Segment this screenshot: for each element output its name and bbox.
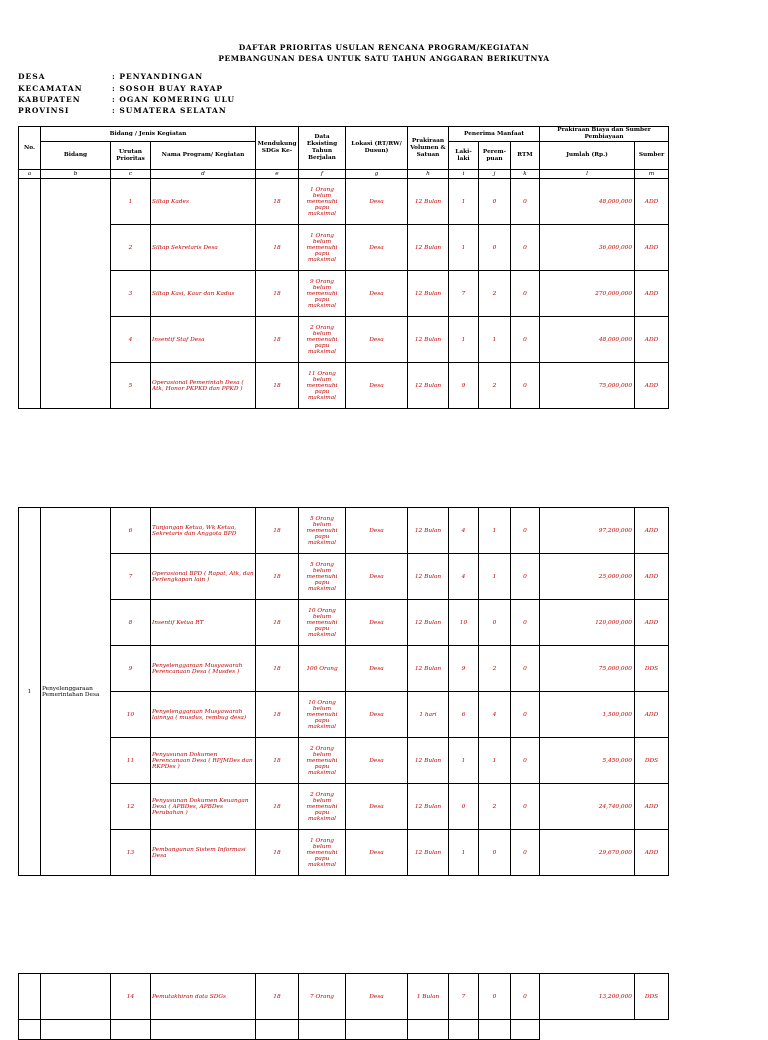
cell-sumber: ADD (635, 692, 669, 738)
cell-rtm: 0 (511, 600, 540, 646)
cell-jumlah: 48,000,000 (540, 317, 635, 363)
cell-nama: Operasional BPD ( Rapat, Atk, dan Perlengkapan lain ) (151, 554, 256, 600)
col-letter: f (299, 170, 346, 179)
cell-jumlah: 36,000,000 (540, 225, 635, 271)
col-letter: l (540, 170, 635, 179)
table-row (19, 554, 669, 600)
table-row (19, 1020, 669, 1040)
table-row (19, 830, 669, 876)
cell-nama: Penyelenggaraan Musyawarah Perencanaan Desa ( Musdes ) (151, 646, 256, 692)
cell-perem: 2 (479, 271, 511, 317)
cell-perem: 0 (479, 225, 511, 271)
cell-lokasi: Desa (346, 646, 408, 692)
cell-lokasi: Desa (346, 225, 408, 271)
cell-data: 9 Orang belum memenuhi papu maksimal (299, 271, 346, 317)
empty-cell (151, 1020, 256, 1040)
cell-perem: 1 (479, 738, 511, 784)
cell-data: 7 Orang (299, 974, 346, 1020)
cell-nama: Insentif Ketua RT (151, 600, 256, 646)
cell-rtm: 0 (511, 692, 540, 738)
col-letter: c (111, 170, 151, 179)
cell-volume: 12 Bulan (408, 830, 449, 876)
cell-laki: 1 (449, 317, 479, 363)
cell-sumber: ADD (635, 554, 669, 600)
cell-laki: 1 (449, 179, 479, 225)
cell-sdgs: 18 (256, 830, 299, 876)
info-label: PROVINSI (18, 106, 70, 115)
cell-nama: Pemutakhiran data SDGs (151, 974, 256, 1020)
cell-data: 100 Orang (299, 646, 346, 692)
cell-laki: 1 (449, 830, 479, 876)
empty-cell (449, 1020, 479, 1040)
cell-rtm: 0 (511, 225, 540, 271)
cell-sumber: ADD (635, 830, 669, 876)
cell-perem: 1 (479, 317, 511, 363)
cell-volume: 12 Bulan (408, 271, 449, 317)
cell-rtm: 0 (511, 738, 540, 784)
cell-nama: Siltap Kades (151, 179, 256, 225)
cell-jumlah: 13,200,000 (540, 974, 635, 1020)
cell-volume: 12 Bulan (408, 554, 449, 600)
cell-data: 1 Orang belum memenuhi papu maksimal (299, 179, 346, 225)
document-title-line2: PEMBANGUNAN DESA UNTUK SATU TAHUN ANGGARAN BERIKUTNYA (218, 54, 550, 63)
cell-volume: 12 Bulan (408, 317, 449, 363)
cell-laki: 4 (449, 508, 479, 554)
cell-sdgs: 18 (256, 738, 299, 784)
empty-cell (511, 1020, 540, 1040)
empty-cell (346, 1020, 408, 1040)
header-sumber: Sumber (635, 142, 669, 170)
column-letters-row (19, 170, 669, 179)
cell-lokasi: Desa (346, 784, 408, 830)
col-letter: e (256, 170, 299, 179)
group-number (19, 974, 41, 1020)
cell-lokasi: Desa (346, 508, 408, 554)
cell-sdgs: 18 (256, 363, 299, 409)
info-label: KABUPATEN (18, 95, 81, 104)
cell-perem: 2 (479, 363, 511, 409)
col-letter: d (151, 170, 256, 179)
cell-laki: 7 (449, 974, 479, 1020)
cell-lokasi: Desa (346, 363, 408, 409)
col-letter: m (635, 170, 669, 179)
cell-volume: 12 Bulan (408, 179, 449, 225)
table-row (19, 692, 669, 738)
cell-sumber: ADD (635, 317, 669, 363)
cell-nama: Operasional Pemerintah Desa ( Atk, Honor PKPKD dan PPKD ) (151, 363, 256, 409)
col-letter: g (346, 170, 408, 179)
cell-rtm: 0 (511, 784, 540, 830)
cell-sumber: DDS (635, 738, 669, 784)
priority-table-section-3 (18, 973, 669, 1040)
group-bidang (41, 179, 111, 409)
cell-data: 10 Orang belum memenuhi papu maksimal (299, 692, 346, 738)
cell-jumlah: 48,000,000 (540, 179, 635, 225)
cell-urutan: 3 (111, 271, 151, 317)
header-nama: Nama Program/ Kegiatan (151, 142, 256, 170)
cell-jumlah: 1,500,000 (540, 692, 635, 738)
header-jumlah: Jumlah (Rp.) (540, 142, 635, 170)
cell-urutan: 14 (111, 974, 151, 1020)
cell-perem: 0 (479, 830, 511, 876)
empty-cell (479, 1020, 511, 1040)
cell-jumlah: 29,670,000 (540, 830, 635, 876)
cell-lokasi: Desa (346, 179, 408, 225)
cell-laki: 1 (449, 225, 479, 271)
cell-data: 1 Orang belum memenuhi papu maksimal (299, 225, 346, 271)
cell-data: 5 Orang belum memenuhi papu maksimal (299, 554, 346, 600)
cell-volume: 1 Bulan (408, 974, 449, 1020)
header-sdgs: Mendukung SDGs Ke- (256, 127, 299, 170)
cell-lokasi: Desa (346, 738, 408, 784)
col-letter: k (511, 170, 540, 179)
cell-volume: 12 Bulan (408, 508, 449, 554)
cell-laki: 4 (449, 554, 479, 600)
cell-volume: 1 hari (408, 692, 449, 738)
cell-perem: 1 (479, 554, 511, 600)
cell-laki: 9 (449, 646, 479, 692)
cell-urutan: 10 (111, 692, 151, 738)
cell-rtm: 0 (511, 317, 540, 363)
cell-nama: Siltap Kasi, Kaur dan Kadus (151, 271, 256, 317)
cell-perem: 2 (479, 784, 511, 830)
cell-sdgs: 18 (256, 508, 299, 554)
cell-perem: 0 (479, 974, 511, 1020)
empty-cell (111, 1020, 151, 1040)
cell-nama: Tunjangan Ketua, Wk Ketua, Sekretaris dan Anggota BPD (151, 508, 256, 554)
info-value: : OGAN KOMERING ULU (112, 95, 236, 104)
cell-sdgs: 18 (256, 554, 299, 600)
cell-volume: 12 Bulan (408, 646, 449, 692)
cell-rtm: 0 (511, 974, 540, 1020)
header-no: No. (19, 127, 41, 170)
cell-sumber: ADD (635, 271, 669, 317)
cell-rtm: 0 (511, 554, 540, 600)
header-volume: Prakiraan Volumen & Satuan (408, 127, 449, 170)
info-value: : PENYANDINGAN (112, 72, 204, 81)
cell-lokasi: Desa (346, 974, 408, 1020)
cell-nama: Penyusunan Dokumen Perencanaan Desa ( RPJMDes dan RKPDes ) (151, 738, 256, 784)
empty-cell (41, 1020, 111, 1040)
header-bidang: Bidang (41, 142, 111, 170)
cell-urutan: 6 (111, 508, 151, 554)
cell-laki: 6 (449, 692, 479, 738)
table-row (19, 646, 669, 692)
info-desa (18, 72, 203, 81)
cell-lokasi: Desa (346, 317, 408, 363)
info-label: KECAMATAN (18, 84, 83, 93)
cell-data: 2 Orang belum memenuhi papu maksimal (299, 738, 346, 784)
cell-sdgs: 18 (256, 317, 299, 363)
table-row (19, 600, 669, 646)
cell-nama: Siltap Sekretaris Desa (151, 225, 256, 271)
cell-sumber: ADD (635, 784, 669, 830)
col-letter: i (449, 170, 479, 179)
cell-volume: 12 Bulan (408, 784, 449, 830)
cell-sumber: ADD (635, 179, 669, 225)
cell-laki: 1 (449, 738, 479, 784)
cell-jumlah: 75,000,000 (540, 646, 635, 692)
cell-sumber: ADD (635, 508, 669, 554)
header-penerima: Penerima Manfaat (449, 127, 540, 142)
cell-volume: 12 Bulan (408, 738, 449, 784)
table-row (19, 363, 669, 409)
cell-jumlah: 270,000,000 (540, 271, 635, 317)
cell-rtm: 0 (511, 646, 540, 692)
info-kabupaten (18, 95, 235, 104)
table-row (19, 508, 669, 554)
cell-urutan: 12 (111, 784, 151, 830)
cell-data: 5 Orang belum memenuhi papu maksimal (299, 508, 346, 554)
cell-perem: 2 (479, 646, 511, 692)
cell-sdgs: 18 (256, 179, 299, 225)
table-row (19, 784, 669, 830)
table-row (19, 179, 669, 225)
empty-cell (299, 1020, 346, 1040)
header-perem: Perem-puan (479, 142, 511, 170)
header-lokasi: Lokasi (RT/RW/ Dusun) (346, 127, 408, 170)
col-letter: j (479, 170, 511, 179)
group-number: 1 (19, 508, 41, 876)
header-rtm: RTM (511, 142, 540, 170)
cell-laki: 0 (449, 784, 479, 830)
table-row (19, 271, 669, 317)
cell-sumber: ADD (635, 225, 669, 271)
priority-table-header-section (18, 126, 669, 409)
empty-cell (19, 1020, 41, 1040)
cell-jumlah: 120,000,000 (540, 600, 635, 646)
cell-jumlah: 25,000,000 (540, 554, 635, 600)
col-letter: h (408, 170, 449, 179)
cell-lokasi: Desa (346, 271, 408, 317)
cell-sdgs: 18 (256, 271, 299, 317)
cell-laki: 9 (449, 363, 479, 409)
cell-lokasi: Desa (346, 830, 408, 876)
header-laki: Laki-laki (449, 142, 479, 170)
empty-cell (408, 1020, 449, 1040)
cell-perem: 4 (479, 692, 511, 738)
table-row (19, 738, 669, 784)
cell-perem: 0 (479, 600, 511, 646)
cell-sdgs: 18 (256, 784, 299, 830)
cell-volume: 12 Bulan (408, 225, 449, 271)
cell-sdgs: 18 (256, 225, 299, 271)
cell-rtm: 0 (511, 830, 540, 876)
cell-jumlah: 75,000,000 (540, 363, 635, 409)
cell-nama: Penyusunan Dokumen Keuangan Desa ( APBDes, APBDes Perubahan ) (151, 784, 256, 830)
cell-lokasi: Desa (346, 692, 408, 738)
cell-urutan: 7 (111, 554, 151, 600)
cell-volume: 12 Bulan (408, 363, 449, 409)
cell-rtm: 0 (511, 271, 540, 317)
cell-sumber: ADD (635, 600, 669, 646)
group-bidang (41, 974, 111, 1020)
cell-jumlah: 5,450,000 (540, 738, 635, 784)
cell-sdgs: 18 (256, 646, 299, 692)
cell-urutan: 2 (111, 225, 151, 271)
table-row (19, 225, 669, 271)
priority-table-section-2 (18, 507, 669, 876)
cell-sumber: ADD (635, 363, 669, 409)
cell-data: 10 Orang belum memenuhi papu maksimal (299, 600, 346, 646)
col-letter: a (19, 170, 41, 179)
cell-perem: 0 (479, 179, 511, 225)
cell-sumber: DDS (635, 646, 669, 692)
cell-jumlah: 97,200,000 (540, 508, 635, 554)
info-value: : SUMATERA SELATAN (112, 106, 227, 115)
cell-lokasi: Desa (346, 600, 408, 646)
header-bidang-jenis: Bidang / Jenis Kegiatan (41, 127, 256, 142)
cell-sdgs: 18 (256, 974, 299, 1020)
cell-urutan: 13 (111, 830, 151, 876)
cell-urutan: 1 (111, 179, 151, 225)
cell-nama: Insentif Staf Desa (151, 317, 256, 363)
cell-data: 1 Orang belum memenuhi papu maksimal (299, 830, 346, 876)
col-letter: b (41, 170, 111, 179)
group-bidang: Penyelenggaraan Pemerintahan Desa (41, 508, 111, 876)
table-row (19, 317, 669, 363)
cell-laki: 10 (449, 600, 479, 646)
cell-data: 2 Orang belum memenuhi papu maksimal (299, 317, 346, 363)
info-provinsi (18, 106, 227, 115)
cell-nama: Penyelenggaraan Musyawarah lainnya ( musdus, rembug desa) (151, 692, 256, 738)
cell-urutan: 8 (111, 600, 151, 646)
cell-sumber: DDS (635, 974, 669, 1020)
cell-perem: 1 (479, 508, 511, 554)
cell-rtm: 0 (511, 508, 540, 554)
cell-data: 2 Orang belum memenuhi papu maksimal (299, 784, 346, 830)
cell-jumlah: 24,740,000 (540, 784, 635, 830)
cell-laki: 7 (449, 271, 479, 317)
cell-data: 11 Orang belum memenuhi papu maksimal (299, 363, 346, 409)
cell-urutan: 4 (111, 317, 151, 363)
cell-urutan: 5 (111, 363, 151, 409)
group-number (19, 179, 41, 409)
info-kecamatan (18, 84, 223, 93)
cell-urutan: 9 (111, 646, 151, 692)
empty-cell (256, 1020, 299, 1040)
header-data-eksisting: Data Eksisting Tahun Berjalan (299, 127, 346, 170)
header-urutan: Urutan Prioritas (111, 142, 151, 170)
info-value: : SOSOH BUAY RAYAP (112, 84, 224, 93)
cell-sdgs: 18 (256, 692, 299, 738)
document-title-line1: DAFTAR PRIORITAS USULAN RENCANA PROGRAM/KEGIATAN (238, 43, 530, 52)
cell-rtm: 0 (511, 179, 540, 225)
header-biaya: Prakiraan Biaya dan Sumber Pembiayaan (540, 127, 669, 142)
table-row (19, 974, 669, 1020)
cell-nama: Pembangunan Sistem Informasi Desa (151, 830, 256, 876)
cell-lokasi: Desa (346, 554, 408, 600)
cell-rtm: 0 (511, 363, 540, 409)
cell-sdgs: 18 (256, 600, 299, 646)
info-label: DESA (18, 72, 46, 81)
cell-volume: 12 Bulan (408, 600, 449, 646)
cell-urutan: 11 (111, 738, 151, 784)
